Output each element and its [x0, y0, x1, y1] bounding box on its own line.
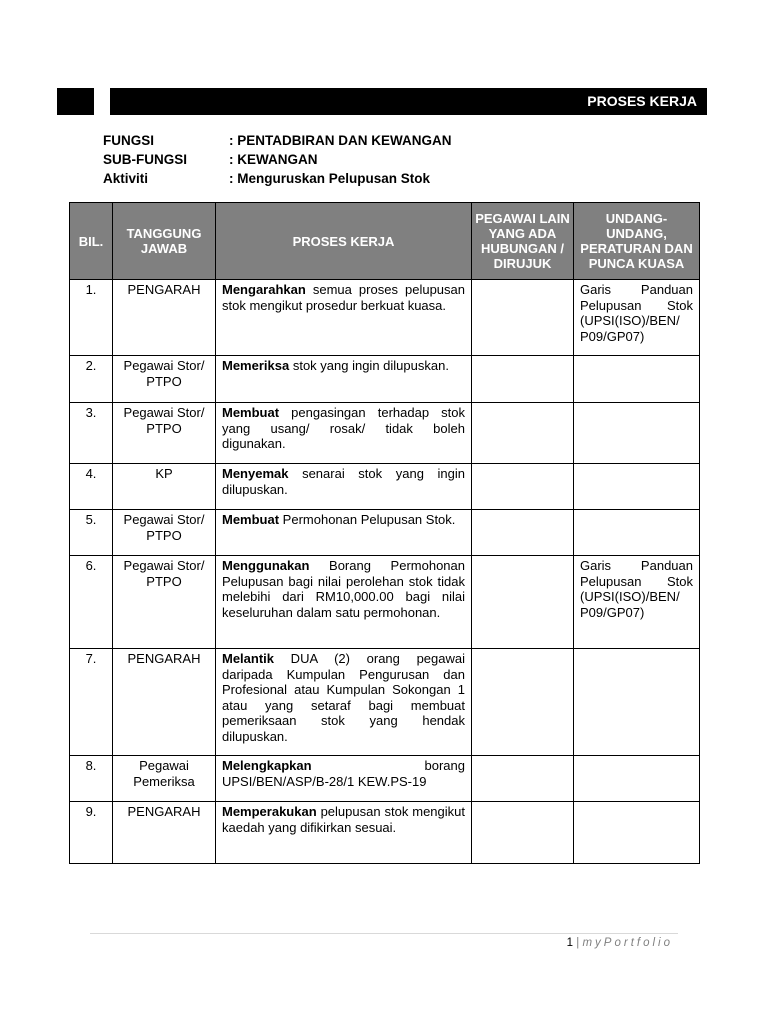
meta-value: : PENTADBIRAN DAN KEWANGAN [229, 133, 452, 148]
action-verb: Menggunakan [222, 558, 310, 573]
cell-tanggungjawab: PENGARAH [113, 280, 216, 356]
table-row [70, 356, 700, 403]
meta-key: Aktiviti [103, 171, 149, 186]
cell-proses-kerja [216, 802, 472, 864]
cell-undang-undang: Garis Panduan Pelupusan Stok (UPSI(ISO)/BEN/ P09/GP07) [574, 556, 700, 649]
cell-pegawai-lain [472, 403, 574, 464]
cell-pegawai-lain [472, 649, 574, 756]
action-verb: Memeriksa [222, 358, 290, 373]
cell-tanggungjawab: Pegawai Stor/ PTPO [113, 556, 216, 649]
meta-row-subfungsi [103, 150, 452, 169]
cell-pegawai-lain [472, 756, 574, 802]
footer-divider [90, 933, 678, 934]
process-table [69, 202, 700, 864]
table-row [70, 649, 700, 756]
cell-bil: 9. [70, 802, 113, 864]
action-text: pelupusan stok mengikut kaedah yang difikirkan sesuai. [222, 804, 465, 835]
action-text: Borang Permohonan Pelupusan bagi nilai perolehan stok tidak melebihi dari RM10,000.00 bagi nilai keseluruhan dalam satu permohonan. [222, 558, 465, 620]
cell-proses-kerja [216, 756, 472, 802]
cell-bil: 3. [70, 403, 113, 464]
cell-undang-undang [574, 756, 700, 802]
action-text: senarai stok yang ingin dilupuskan. [222, 466, 465, 497]
cell-undang-undang: Garis Panduan Pelupusan Stok (UPSI(ISO)/BEN/ P09/GP07) [574, 280, 700, 356]
cell-pegawai-lain [472, 356, 574, 403]
cell-proses-kerja [216, 510, 472, 556]
action-text: stok yang ingin dilupuskan. [289, 358, 449, 373]
page-footer [567, 937, 673, 949]
col-header-proses-kerja: PROSES KERJA [216, 203, 472, 280]
cell-undang-undang [574, 403, 700, 464]
action-text: Permohonan Pelupusan Stok. [279, 512, 456, 527]
cell-tanggungjawab: Pegawai Stor/ PTPO [113, 510, 216, 556]
footer-separator: | [573, 937, 583, 949]
cell-proses-kerja [216, 403, 472, 464]
cell-tanggungjawab: Pegawai Pemeriksa [113, 756, 216, 802]
cell-bil: 4. [70, 464, 113, 510]
cell-undang-undang [574, 464, 700, 510]
table-row [70, 403, 700, 464]
table-row [70, 556, 700, 649]
cell-pegawai-lain [472, 556, 574, 649]
meta-value: : KEWANGAN [229, 152, 318, 167]
cell-pegawai-lain [472, 464, 574, 510]
meta-section [103, 131, 452, 188]
footer-brand: myPortfolio [582, 937, 673, 949]
cell-undang-undang [574, 649, 700, 756]
table-row [70, 510, 700, 556]
header-block-left [57, 88, 94, 115]
table-header-row [70, 203, 700, 280]
action-text: DUA (2) orang pegawai daripada Kumpulan Pengurusan dan Profesional atau Kumpulan Sokongan 1 atau yang setaraf bagi membuat pemeriksaan stok yang hendak dilupuskan. [222, 651, 465, 744]
table-row [70, 464, 700, 510]
cell-pegawai-lain [472, 280, 574, 356]
action-verb: Melantik [222, 651, 275, 666]
action-verb: Memperakukan [222, 804, 317, 819]
cell-tanggungjawab: Pegawai Stor/ PTPO [113, 356, 216, 403]
col-header-tanggungjawab: TANGGUNG JAWAB [113, 203, 216, 280]
cell-tanggungjawab: PENGARAH [113, 802, 216, 864]
cell-proses-kerja [216, 556, 472, 649]
cell-bil: 6. [70, 556, 113, 649]
cell-bil: 8. [70, 756, 113, 802]
meta-row-fungsi [103, 131, 452, 150]
cell-proses-kerja [216, 356, 472, 403]
col-header-pegawai-lain: PEGAWAI LAIN YANG ADA HUBUNGAN / DIRUJUK [472, 203, 574, 280]
page-number: 1 [566, 937, 574, 949]
cell-tanggungjawab: PENGARAH [113, 649, 216, 756]
table-row [70, 756, 700, 802]
col-header-bil: BIL. [70, 203, 113, 280]
cell-undang-undang [574, 356, 700, 403]
table-row [70, 280, 700, 356]
cell-proses-kerja [216, 464, 472, 510]
cell-tanggungjawab: Pegawai Stor/ PTPO [113, 403, 216, 464]
action-verb: Menyemak [222, 466, 289, 481]
action-verb: Membuat [222, 512, 280, 527]
cell-proses-kerja [216, 280, 472, 356]
cell-bil: 5. [70, 510, 113, 556]
meta-key: FUNGSI [103, 133, 155, 148]
action-verb: Mengarahkan [222, 282, 306, 297]
action-verb: Melengkapkan [222, 758, 312, 773]
col-header-undang-undang: UNDANG-UNDANG, PERATURAN DAN PUNCA KUASA [574, 203, 700, 280]
action-text: semua proses pelupusan stok mengikut prosedur berkuat kuasa. [222, 282, 465, 313]
cell-proses-kerja [216, 649, 472, 756]
meta-key: SUB-FUNGSI [103, 152, 187, 167]
action-text: pengasingan terhadap stok yang usang/ rosak/ tidak boleh digunakan. [222, 405, 465, 451]
cell-tanggungjawab: KP [113, 464, 216, 510]
meta-row-aktiviti [103, 169, 452, 188]
action-text: borang UPSI/BEN/ASP/B-28/1 KEW.PS-19 [222, 758, 465, 789]
header-bar [110, 88, 707, 115]
cell-undang-undang [574, 510, 700, 556]
table-row [70, 802, 700, 864]
action-verb: Membuat [222, 405, 280, 420]
cell-bil: 2. [70, 356, 113, 403]
cell-pegawai-lain [472, 802, 574, 864]
cell-bil: 7. [70, 649, 113, 756]
cell-pegawai-lain [472, 510, 574, 556]
page-title: PROSES KERJA [587, 93, 697, 109]
cell-undang-undang [574, 802, 700, 864]
meta-value: : Menguruskan Pelupusan Stok [229, 171, 431, 186]
cell-bil: 1. [70, 280, 113, 356]
